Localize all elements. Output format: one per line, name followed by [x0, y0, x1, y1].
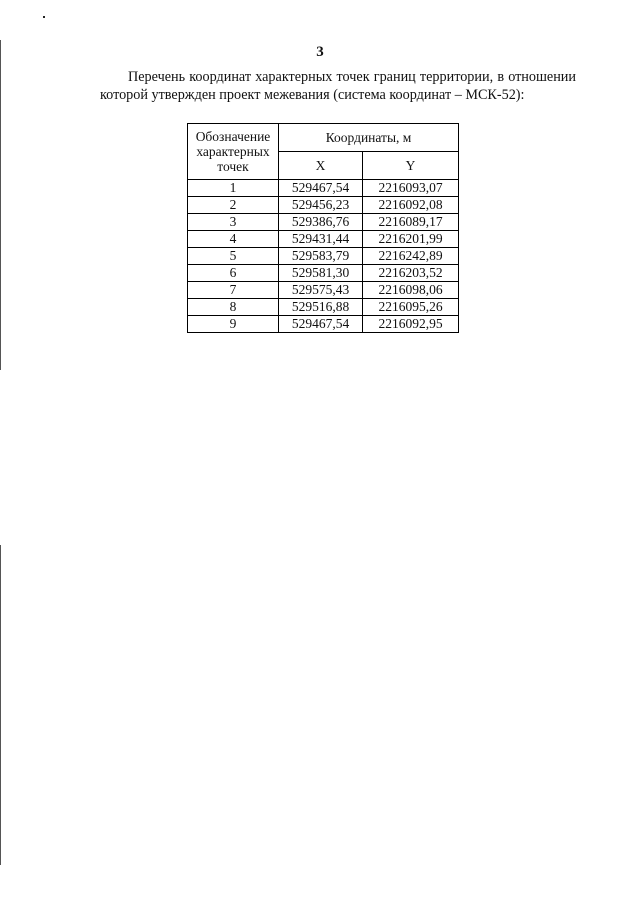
coord-y: 2216092,95 — [363, 316, 459, 333]
point-number: 2 — [188, 197, 279, 214]
page-number: 3 — [316, 44, 324, 60]
coord-x: 529467,54 — [279, 316, 363, 333]
coord-y: 2216242,89 — [363, 248, 459, 265]
coord-x: 529575,43 — [279, 282, 363, 299]
coord-x: 529456,23 — [279, 197, 363, 214]
coord-x: 529583,79 — [279, 248, 363, 265]
table-row — [188, 265, 459, 282]
coord-y: 2216095,26 — [363, 299, 459, 316]
table-row — [188, 231, 459, 248]
scan-edge-line — [0, 545, 1, 865]
table-row — [188, 248, 459, 265]
table-row — [188, 282, 459, 299]
header-y: Y — [363, 152, 459, 180]
header-x: X — [279, 152, 363, 180]
table-row — [188, 197, 459, 214]
header-point-designation: Обозначение характерных точек — [188, 124, 279, 180]
point-number: 4 — [188, 231, 279, 248]
coordinates-table — [187, 123, 459, 333]
table-row — [188, 316, 459, 333]
intro-line-2: которой утвержден проект межевания (система координат – МСК-52): — [100, 87, 525, 103]
coord-y: 2216092,08 — [363, 197, 459, 214]
point-number: 8 — [188, 299, 279, 316]
coord-y: 2216093,07 — [363, 180, 459, 197]
coord-x: 529467,54 — [279, 180, 363, 197]
intro-line-1: Перечень координат характерных точек границ территории, в отношении — [128, 69, 576, 85]
point-number: 1 — [188, 180, 279, 197]
coord-y: 2216203,52 — [363, 265, 459, 282]
table-row — [188, 299, 459, 316]
coord-x: 529431,44 — [279, 231, 363, 248]
header-coordinates: Координаты, м — [279, 124, 459, 152]
table-row — [188, 180, 459, 197]
scan-speck — [43, 16, 45, 18]
coord-y: 2216098,06 — [363, 282, 459, 299]
coord-x: 529516,88 — [279, 299, 363, 316]
point-number: 6 — [188, 265, 279, 282]
point-number: 5 — [188, 248, 279, 265]
coord-y: 2216089,17 — [363, 214, 459, 231]
intro-paragraph — [100, 68, 576, 104]
point-number: 3 — [188, 214, 279, 231]
coord-x: 529386,76 — [279, 214, 363, 231]
table-row — [188, 214, 459, 231]
point-number: 7 — [188, 282, 279, 299]
scan-edge-line — [0, 40, 1, 370]
coord-y: 2216201,99 — [363, 231, 459, 248]
point-number: 9 — [188, 316, 279, 333]
coord-x: 529581,30 — [279, 265, 363, 282]
